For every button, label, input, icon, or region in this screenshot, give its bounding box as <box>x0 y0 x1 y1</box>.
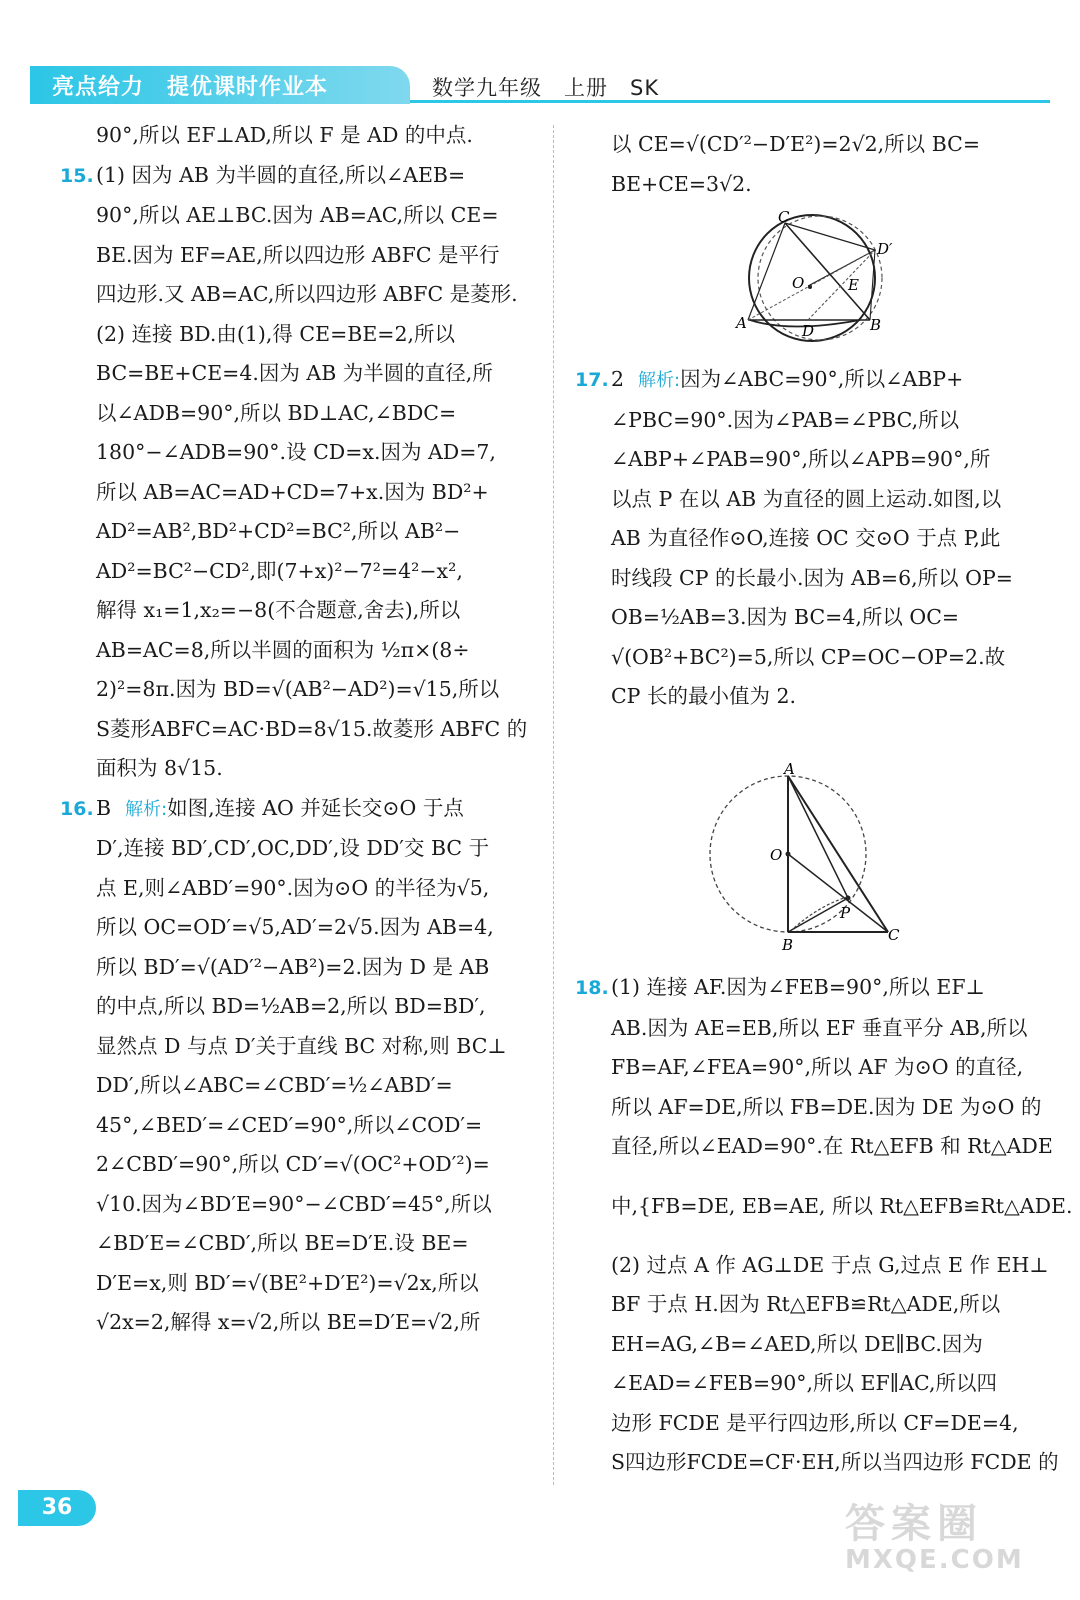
text-line: 的中点,所以 BD=½AB=2,所以 BD=BD′, <box>96 994 486 1018</box>
question-number-18: 18. <box>575 977 609 999</box>
line-ac <box>788 776 888 932</box>
header-brand-title: 亮点给力 提优课时作业本 <box>52 75 329 100</box>
text-line: EH=AG,∠B=∠AED,所以 DE∥BC.因为 <box>611 1331 983 1356</box>
text-line: √2x=2,解得 x=√2,所以 BE=D′E=√2,所 <box>96 1310 481 1334</box>
page-number: 36 <box>18 1490 96 1526</box>
label-o: O <box>770 846 783 864</box>
label-o: O <box>792 274 805 292</box>
page-header <box>0 0 1080 106</box>
right-column-q17 <box>575 360 1055 717</box>
question-number-16: 16. <box>60 797 94 820</box>
text-line: OB=½AB=3.因为 BC=4,所以 OC= <box>611 605 960 629</box>
label-a: A <box>784 760 795 778</box>
text-line: √(OB²+BC²)=5,所以 CP=OC−OP=2.故 <box>611 644 1006 669</box>
text-line: AB 为直径作⊙O,连接 OC 交⊙O 于点 P,此 <box>611 526 1001 550</box>
right-column-q18 <box>575 968 1073 1483</box>
text-line: 45°,∠BED′=∠CED′=90°,所以∠COD′= <box>96 1112 483 1137</box>
text-line: 面积为 8√15. <box>96 756 223 780</box>
text-line: 所以 BD′=√(AD′²−AB²)=2.因为 D 是 AB <box>96 954 490 979</box>
text-line: FB=AF,∠FEA=90°,所以 AF 为⊙O 的直径, <box>611 1055 1024 1079</box>
text-line: AD²=AB²,BD²+CD²=BC²,所以 AB²− <box>96 519 461 543</box>
dashed-circle <box>758 216 882 340</box>
answer-17: 2 <box>611 367 625 391</box>
text-line: 时线段 CP 的长最小.因为 AB=6,所以 OP= <box>611 565 1013 590</box>
question-17-line <box>575 360 1055 401</box>
header-rule <box>410 100 1050 103</box>
text-line: ∠PBC=90°.因为∠PAB=∠PBC,所以 <box>611 407 960 432</box>
text-line: DD′,所以∠ABC=∠CBD′=½∠ABD′= <box>96 1073 453 1097</box>
text-line: ∠ABP+∠PAB=90°,所以∠APB=90°,所 <box>611 447 991 471</box>
text-line: AD²=BC²−CD²,即(7+x)²−7²=4²−x², <box>96 558 463 583</box>
text-line: ∠BD′E=∠CBD′,所以 BE=D′E.设 BE= <box>96 1231 469 1255</box>
watermark-bottom: MXQE.COM <box>845 1545 1024 1575</box>
text-line: 显然点 D 与点 D′关于直线 BC 对称,则 BC⊥ <box>96 1033 507 1058</box>
line-ca <box>748 223 785 320</box>
text-line: (1) 因为 AB 为半圆的直径,所以∠AEB= <box>96 162 466 187</box>
label-p: P <box>840 904 851 922</box>
text-line: 因为∠ABC=90°,所以∠ABP+ <box>680 367 964 391</box>
text-line: BE+CE=3√2. <box>611 171 752 196</box>
text-line: 所以 AF=DE,所以 FB=DE.因为 DE 为⊙O 的 <box>611 1094 1042 1119</box>
text-line: 如图,连接 AO 并延长交⊙O 于点 <box>167 795 464 820</box>
text-line: CP 长的最小值为 2. <box>611 684 797 708</box>
text-line: 解得 x₁=1,x₂=−8(不合题意,舍去),所以 <box>96 598 461 622</box>
question-16-line <box>60 789 540 830</box>
analysis-label: 解析: <box>125 798 168 820</box>
text-line: (1) 连接 AF.因为∠FEB=90°,所以 EF⊥ <box>611 975 985 999</box>
label-d: D <box>802 322 815 340</box>
text-line: 所以 AB=AC=AD+CD=7+x.因为 BD²+ <box>96 479 489 504</box>
text-line: 90°,所以 EF⊥AD,所以 F 是 AD 的中点. <box>96 123 473 147</box>
text-line: AB=AC=8,所以半圆的面积为 ½π×(8÷ <box>96 637 470 662</box>
answer-16: B <box>96 795 112 820</box>
text-line: (2) 连接 BD.由(1),得 CE=BE=2,所以 <box>96 321 456 346</box>
label-c: C <box>888 926 900 944</box>
figure-q17 <box>700 760 920 955</box>
text-line: 四边形.又 AB=AC,所以四边形 ABFC 是菱形. <box>96 282 518 306</box>
text-line: 中,{FB=DE, EB=AE, 所以 Rt△EFB≌Rt△ADE. <box>611 1193 1073 1218</box>
watermark <box>845 1492 1065 1592</box>
text-line: 2)²=8π.因为 BD=√(AB²−AD²)=√15,所以 <box>96 677 500 701</box>
figure-q16 <box>730 208 910 348</box>
left-column <box>60 116 540 1343</box>
text-line: ∠EAD=∠FEB=90°,所以 EF∥AC,所以四 <box>611 1371 997 1395</box>
text-line: 90°,所以 AE⊥BC.因为 AB=AC,所以 CE= <box>96 203 499 227</box>
line-bp <box>788 898 848 932</box>
text-line: BF 于点 H.因为 Rt△EFB≌Rt△ADE,所以 <box>611 1292 1001 1316</box>
text-line: 边形 FCDE 是平行四边形,所以 CF=DE=4, <box>611 1410 1019 1435</box>
label-d-prime: D′ <box>877 240 893 258</box>
text-line: 直径,所以∠EAD=90°.在 Rt△EFB 和 Rt△ADE <box>611 1134 1053 1158</box>
text-line: 180°−∠ADB=90°.设 CD=x.因为 AD=7, <box>96 440 496 464</box>
question-number-17: 17. <box>575 369 609 391</box>
text-line: S菱形ABFC=AC·BD=8√15.故菱形 ABFC 的 <box>96 716 528 741</box>
text-line: D′,连接 BD′,CD′,OC,DD′,设 DD′交 BC 于 <box>96 836 490 860</box>
text-line: 所以 OC=OD′=√5,AD′=2√5.因为 AB=4, <box>96 915 494 939</box>
label-e: E <box>848 276 859 294</box>
label-c: C <box>778 208 790 226</box>
line-cb <box>785 223 870 320</box>
label-b: B <box>782 936 794 954</box>
right-column-top <box>575 125 1055 204</box>
text-line: 以 CE=√(CD′²−D′E²)=2√2,所以 BC= <box>611 132 981 156</box>
watermark-top: 答案圈 <box>845 1501 983 1547</box>
text-line: √10.因为∠BD′E=90°−∠CBD′=45°,所以 <box>96 1191 492 1216</box>
text-line: S四边形FCDE=CF·EH,所以当四边形 FCDE 的 <box>611 1450 1059 1474</box>
question-number-15: 15. <box>60 164 94 187</box>
label-a: A <box>736 314 747 332</box>
text-line: 2∠CBD′=90°,所以 CD′=√(OC²+OD′²)= <box>96 1152 490 1176</box>
analysis-label: 解析: <box>638 370 681 391</box>
column-divider <box>553 125 554 1485</box>
text-line: BE.因为 EF=AE,所以四边形 ABFC 是平行 <box>96 242 500 267</box>
text-line: D′E=x,则 BD′=√(BE²+D′E²)=√2x,所以 <box>96 1270 479 1295</box>
label-b: B <box>870 316 882 334</box>
text-line: 以∠ADB=90°,所以 BD⊥AC,∠BDC= <box>96 400 457 425</box>
text-line: 点 E,则∠ABD′=90°.因为⊙O 的半径为√5, <box>96 875 490 900</box>
point-o <box>786 852 791 857</box>
question-15-line <box>60 156 540 197</box>
line-cd-prime <box>785 223 875 250</box>
text-line: AB.因为 AE=EB,所以 EF 垂直平分 AB,所以 <box>611 1015 1028 1040</box>
point-p <box>846 896 851 901</box>
question-18-line <box>575 968 1055 1009</box>
header-subject: 数学九年级 上册 SK <box>432 76 660 100</box>
point-o <box>808 285 812 289</box>
text-line: 以点 P 在以 AB 为直径的圆上运动.如图,以 <box>611 486 1002 511</box>
text-line: BC=BE+CE=4.因为 AB 为半圆的直径,所 <box>96 361 493 385</box>
text-line: (2) 过点 A 作 AG⊥DE 于点 G,过点 E 作 EH⊥ <box>611 1252 1049 1277</box>
